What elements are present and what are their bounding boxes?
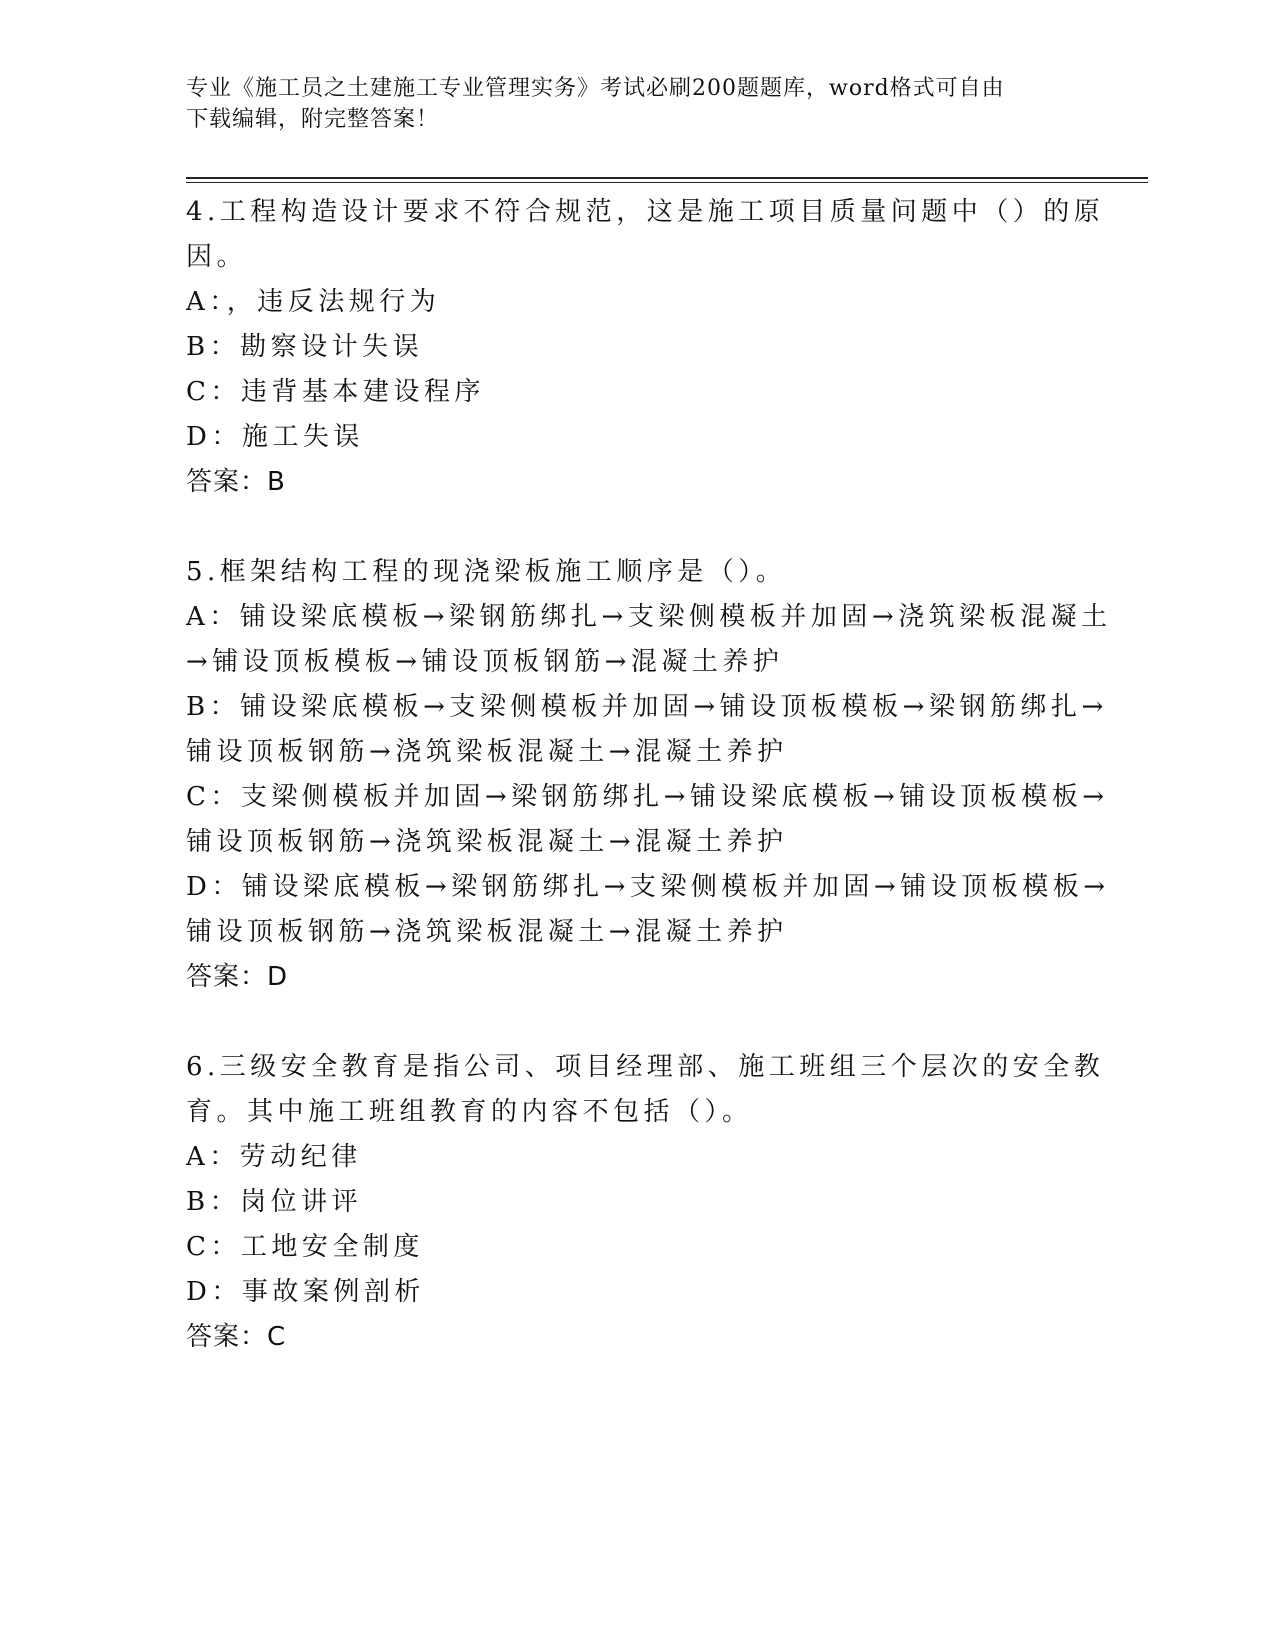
question-stem-line: 育。其中施工班组教育的内容不包括（）。 (186, 1097, 753, 1127)
header-line-1: 专业《施工员之土建施工专业管理实务》考试必刷200题题库，word格式可自由 (186, 76, 1005, 101)
option-d: D：事故案例剖析 (186, 1277, 425, 1307)
option-a: A：铺设梁底模板→梁钢筋绑扎→支梁侧模板并加固→浇筑梁板混凝土 (186, 602, 1112, 632)
option-a: A：劳动纪律 (186, 1142, 362, 1172)
option-c: C：违背基本建设程序 (186, 377, 485, 407)
header-divider-thick (186, 177, 1148, 179)
option-b-continued: 铺设顶板钢筋→浇筑梁板混凝土→混凝土养护 (186, 737, 788, 767)
question-stem-line: 6.三级安全教育是指公司、项目经理部、施工班组三个层次的安全教 (186, 1052, 1105, 1082)
question-list (186, 190, 1112, 1360)
option-b: B：岗位讲评 (186, 1187, 363, 1217)
option-c: C：支梁侧模板并加固→梁钢筋绑扎→铺设梁底模板→铺设顶板模板→ (186, 782, 1109, 812)
question-4 (186, 190, 1105, 505)
option-d: D：铺设梁底模板→梁钢筋绑扎→支梁侧模板并加固→铺设顶板模板→ (186, 872, 1110, 902)
option-c: C：工地安全制度 (186, 1232, 424, 1262)
option-d: D：施工失误 (186, 422, 364, 452)
option-d-continued: 铺设顶板钢筋→浇筑梁板混凝土→混凝土养护 (186, 917, 788, 947)
document-header (186, 73, 1066, 135)
question-stem-line: 4.工程构造设计要求不符合规范，这是施工项目质量问题中（）的原 (186, 197, 1105, 227)
answer-line: 答案：D (186, 962, 289, 992)
question-6 (186, 1045, 1105, 1360)
question-stem-line: 因。 (186, 242, 248, 272)
answer-line: 答案：C (186, 1322, 287, 1352)
option-b: B：铺设梁底模板→支梁侧模板并加固→铺设顶板模板→梁钢筋绑扎→ (186, 692, 1108, 722)
header-line-2: 下载编辑，附完整答案！ (186, 107, 440, 132)
header-divider-thin (186, 182, 1148, 183)
option-a: A：，违反法规行为 (186, 287, 441, 317)
option-c-continued: 铺设顶板钢筋→浇筑梁板混凝土→混凝土养护 (186, 827, 788, 857)
question-stem-line: 5.框架结构工程的现浇梁板施工顺序是（）。 (186, 557, 787, 587)
answer-line: 答案：B (186, 467, 286, 497)
question-5 (186, 550, 1112, 1000)
option-b: B：勘察设计失误 (186, 332, 424, 362)
option-a-continued: →铺设顶板模板→铺设顶板钢筋→混凝土养护 (186, 647, 784, 677)
